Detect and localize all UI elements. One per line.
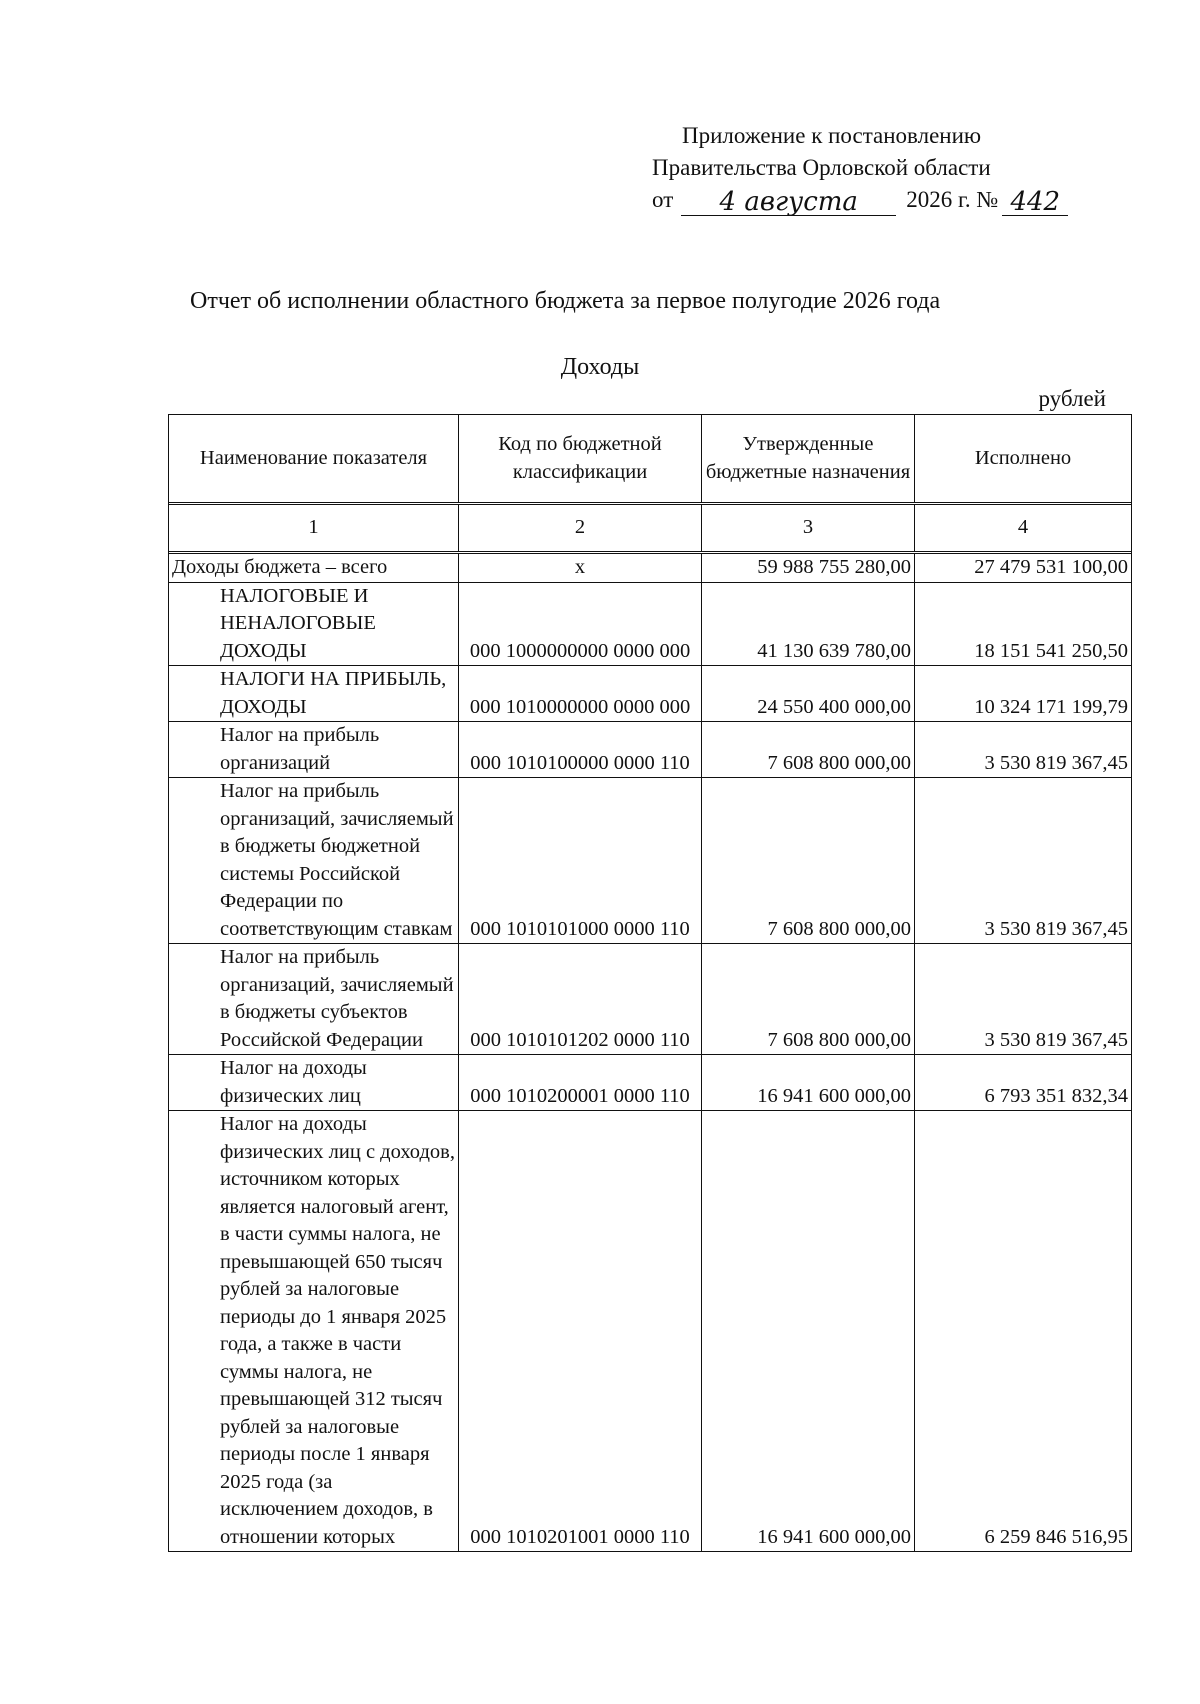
row-executed: 3 530 819 367,45 xyxy=(915,944,1132,1055)
row-approved: 41 130 639 780,00 xyxy=(702,582,915,666)
table-row xyxy=(169,666,1132,722)
row-name xyxy=(169,778,459,944)
decree-reference xyxy=(652,120,1092,216)
row-approved: 24 550 400 000,00 xyxy=(702,666,915,722)
row-code: 000 1010201001 0000 110 xyxy=(459,1111,702,1552)
handwritten-date: 4 августа xyxy=(681,189,896,216)
date-number-line xyxy=(652,184,1092,216)
column-header-approved: Утвержденные бюджетные назначения xyxy=(702,415,915,503)
column-number: 1 xyxy=(169,505,459,552)
column-number: 4 xyxy=(915,505,1132,552)
row-name xyxy=(169,666,459,722)
table-row xyxy=(169,1111,1132,1552)
section-title: Доходы xyxy=(560,354,640,380)
table-row xyxy=(169,554,1132,583)
column-number-row xyxy=(169,505,1132,552)
table-row xyxy=(169,722,1132,778)
table-row xyxy=(169,944,1132,1055)
column-number: 2 xyxy=(459,505,702,552)
document-title: Отчет об исполнении областного бюджета за первое полугодие 2026 года xyxy=(190,288,941,314)
table-header-row xyxy=(169,415,1132,503)
column-header-code: Код по бюджетной классификации xyxy=(459,415,702,503)
appendix-line: Приложение к постановлению xyxy=(682,123,982,148)
row-executed: 3 530 819 367,45 xyxy=(915,778,1132,944)
government-line: Правительства Орловской области xyxy=(652,155,991,180)
column-number: 3 xyxy=(702,505,915,552)
row-executed: 18 151 541 250,50 xyxy=(915,582,1132,666)
row-name xyxy=(169,722,459,778)
row-name-text: Налог на доходы физических лиц с доходов, источником которых является налоговый агент, в части суммы налога, не превышающей 650 тысяч рублей за налоговые периоды до 1 января 2025 года, а также в части суммы налога, не превышающей 312 тысяч рублей за налоговые периоды после 1 января 2025 года (за исключением доходов, в отношении которых xyxy=(220,1113,455,1548)
table-row xyxy=(169,582,1132,666)
row-executed: 3 530 819 367,45 xyxy=(915,722,1132,778)
row-executed: 27 479 531 100,00 xyxy=(915,554,1132,583)
row-approved: 59 988 755 280,00 xyxy=(702,554,915,583)
row-name-text: Налог на прибыль организаций, зачисляемый в бюджеты субъектов Российской Федерации xyxy=(220,946,454,1051)
row-name xyxy=(169,1055,459,1111)
row-name xyxy=(169,944,459,1055)
row-approved: 7 608 800 000,00 xyxy=(702,944,915,1055)
row-name xyxy=(169,582,459,666)
year-label: 2026 г. № xyxy=(906,187,999,212)
column-header-executed: Исполнено xyxy=(915,415,1132,503)
row-name-text: Налог на прибыль организаций xyxy=(220,724,380,774)
row-name: Доходы бюджета – всего xyxy=(169,554,459,583)
row-code: 000 1010200001 0000 110 xyxy=(459,1055,702,1111)
row-code: x xyxy=(459,554,702,583)
row-approved: 7 608 800 000,00 xyxy=(702,722,915,778)
units-label: рублей xyxy=(1038,386,1106,411)
row-executed: 6 793 351 832,34 xyxy=(915,1055,1132,1111)
row-executed: 10 324 171 199,79 xyxy=(915,666,1132,722)
table-row xyxy=(169,1055,1132,1111)
row-name-text: НАЛОГИ НА ПРИБЫЛЬ, ДОХОДЫ xyxy=(220,668,447,718)
row-code: 000 1000000000 0000 000 xyxy=(459,582,702,666)
row-name-text: Налог на прибыль организаций, зачисляемый в бюджеты бюджетной системы Российской Федерации по соответствующим ставкам xyxy=(220,780,454,940)
row-code: 000 1010100000 0000 110 xyxy=(459,722,702,778)
row-code: 000 1010101000 0000 110 xyxy=(459,778,702,944)
row-name xyxy=(169,1111,459,1552)
row-approved: 16 941 600 000,00 xyxy=(702,1111,915,1552)
handwritten-number: 442 xyxy=(1002,189,1068,216)
row-name-text: Налог на доходы физических лиц xyxy=(220,1057,367,1107)
income-table xyxy=(168,414,1132,1552)
column-header-name: Наименование показателя xyxy=(169,415,459,503)
row-code: 000 1010101202 0000 110 xyxy=(459,944,702,1055)
row-name-text: НАЛОГОВЫЕ И НЕНАЛОГОВЫЕ ДОХОДЫ xyxy=(220,584,376,662)
date-prefix: от xyxy=(652,187,674,212)
row-approved: 7 608 800 000,00 xyxy=(702,778,915,944)
row-code: 000 1010000000 0000 000 xyxy=(459,666,702,722)
row-executed: 6 259 846 516,95 xyxy=(915,1111,1132,1552)
row-approved: 16 941 600 000,00 xyxy=(702,1055,915,1111)
table-row xyxy=(169,778,1132,944)
